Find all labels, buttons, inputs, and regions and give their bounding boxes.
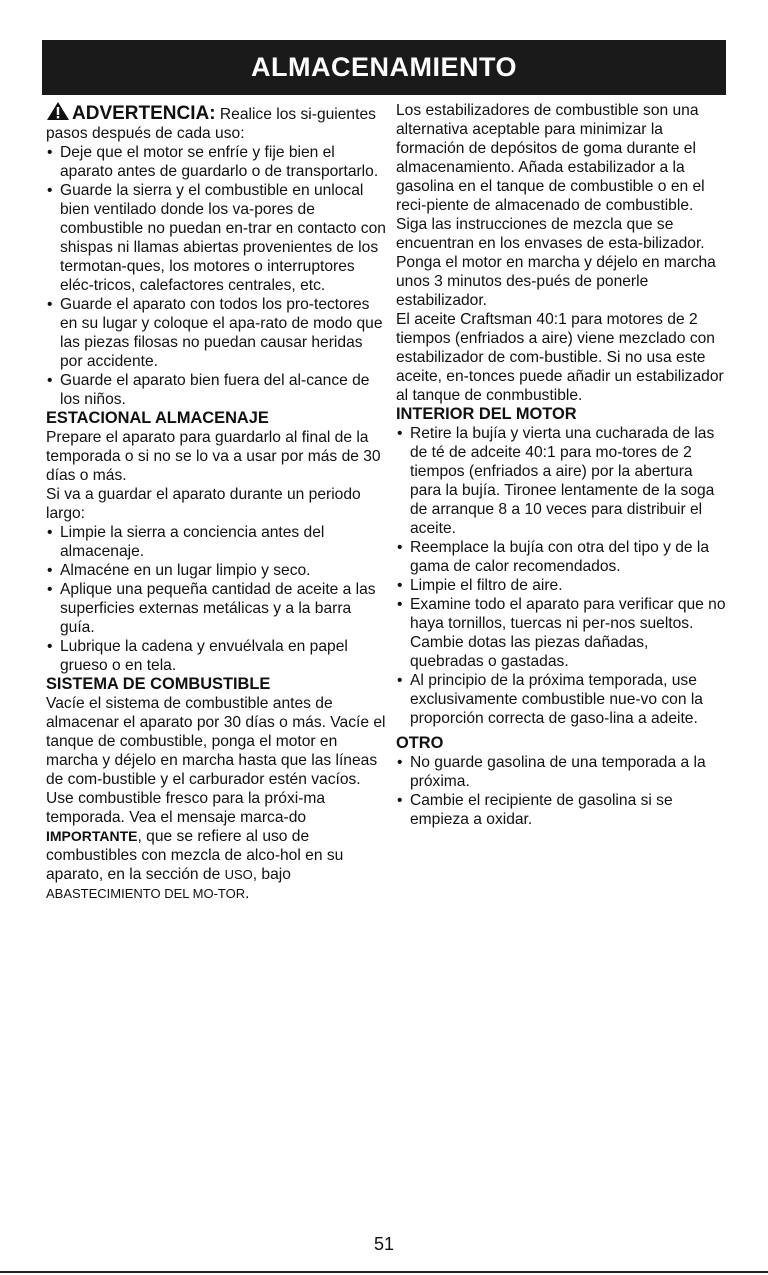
fuel-text-3: , bajo xyxy=(252,866,291,883)
warning-label: ADVERTENCIA: xyxy=(72,103,216,124)
list-item: • Retire la bujía y vierta una cucharada de las de té de adceite 40:1 para mo-tores de 2 tiempos (enfriados a aire) por la abertura para la bujía. Tironee lentamente de la soga de arranque 8 a 10 veces para distribuir el aceite. xyxy=(396,424,726,538)
page-number: 51 xyxy=(373,1234,395,1254)
stabilizer-paragraph: Los estabilizadores de combustible son una alternativa aceptable para minimizar la formación de depósitos de goma durante el almacenamiento. Añada estabilizador a la gasolina en el tanque de combustible o en el reci-piente de almacenado de combustible. Siga las instrucciones de mezcla que se encuentran en los envases de esta-bilizador. Ponga el motor en marcha y déjelo en marcha unos 3 minutos des-pués de ponerle estabilizador. xyxy=(396,102,716,309)
list-item: • Limpie la sierra a conciencia antes del almacenaje. xyxy=(46,523,386,561)
bottom-divider xyxy=(0,1271,768,1273)
section-ref: ABASTECIMIENTO DEL MO-TOR xyxy=(46,886,246,901)
fuel-text-4: . xyxy=(245,885,250,902)
warning-intro: Realice los si-guientes pasos después de cada uso: xyxy=(46,106,376,142)
warning-block xyxy=(46,101,386,143)
list-item: • Cambie el recipiente de gasolina si se empieza a oxidar. xyxy=(396,791,726,829)
seasonal-heading: ESTACIONAL ALMACENAJE xyxy=(46,409,269,427)
seasonal-paragraph: Prepare el aparato para guardarlo al final de la temporada o si no se lo va a usar por más de 30 días o más. xyxy=(46,429,381,484)
seasonal-list xyxy=(46,523,386,675)
fuel-text-2: , que se refiere al uso de combustibles con mezcla de alco-hol en su aparato, en la sección de xyxy=(46,828,344,883)
list-item: • No guarde gasolina de una temporada a la próxima. xyxy=(396,753,726,791)
list-item: • Reemplace la bujía con otra del tipo y de la gama de calor recomendados. xyxy=(396,538,726,576)
list-item: • Aplique una pequeña cantidad de aceite a las superficies externas metálicas y a la barra guía. xyxy=(46,580,386,637)
list-item: • Lubrique la cadena y envuélvala en papel grueso o en tela. xyxy=(46,637,386,675)
list-item: • Guarde el aparato con todos los pro-tectores en su lugar y coloque el apa-rato de modo que las piezas filosas no puedan causar heridas por accidente. xyxy=(46,295,386,371)
warning-triangle-icon xyxy=(46,101,70,121)
warning-list xyxy=(46,143,386,409)
list-item: • Deje que el motor se enfríe y fije bien el aparato antes de guardarlo o de transportarlo. xyxy=(46,143,386,181)
list-item: • Almacéne en un lugar limpio y seco. xyxy=(46,561,386,580)
list-item: • Limpie el filtro de aire. xyxy=(396,576,726,595)
section-header xyxy=(42,40,726,95)
fuel-heading: SISTEMA DE COMBUSTIBLE xyxy=(46,675,271,693)
interior-heading: INTERIOR DEL MOTOR xyxy=(396,405,577,423)
list-item: • Guarde la sierra y el combustible en unlocal bien ventilado donde los va-pores de combustible no puedan en-trar en contacto con shispas ni llamas abiertas provenientes de los termotan-ques, los motores o interruptores eléc-tricos, calefactores centrales, etc. xyxy=(46,181,386,295)
interior-list xyxy=(396,424,726,728)
craftsman-oil-paragraph: El aceite Craftsman 40:1 para motores de 2 tiempos (enfriados a aire) viene mezclado con estabilizador de com-bustible. Si no usa este aceite, en-tonces puede añadir un estabilizador al tanque de conmbustible. xyxy=(396,311,724,404)
fuel-text-1: Vacíe el sistema de combustible antes de almacenar el aparato por 30 días o más. Vacíe el tanque de combustible, ponga el motor en marcha y déjelo en marcha hasta que las líneas de com-bustible y el carburador estén vacíos. Use combustible fresco para la próxi-ma temporada. Vea el mensaje marca-do xyxy=(46,695,386,826)
list-item: • Examine todo el aparato para verificar que no haya tornillos, tuercas ni per-nos sueltos. Cambie dotas las piezas dañadas, quebradas o gastadas. xyxy=(396,595,726,671)
list-item: • Guarde el aparato bien fuera del al-cance de los niños. xyxy=(46,371,386,409)
seasonal-paragraph-2: Si va a guardar el aparato durante un periodo largo: xyxy=(46,486,361,522)
section-title: ALMACENAMIENTO xyxy=(251,52,517,82)
fuel-paragraph xyxy=(46,694,386,903)
uso-ref: USO xyxy=(224,867,253,882)
other-list xyxy=(396,753,726,829)
right-column xyxy=(396,101,726,829)
left-column xyxy=(46,101,386,903)
other-heading: OTRO xyxy=(396,734,444,752)
important-label: IMPORTANTE xyxy=(46,828,138,844)
list-item: • Al principio de la próxima temporada, use exclusivamente combustible nue-vo con la proporción correcta de gaso-lina a adeite. xyxy=(396,671,726,728)
